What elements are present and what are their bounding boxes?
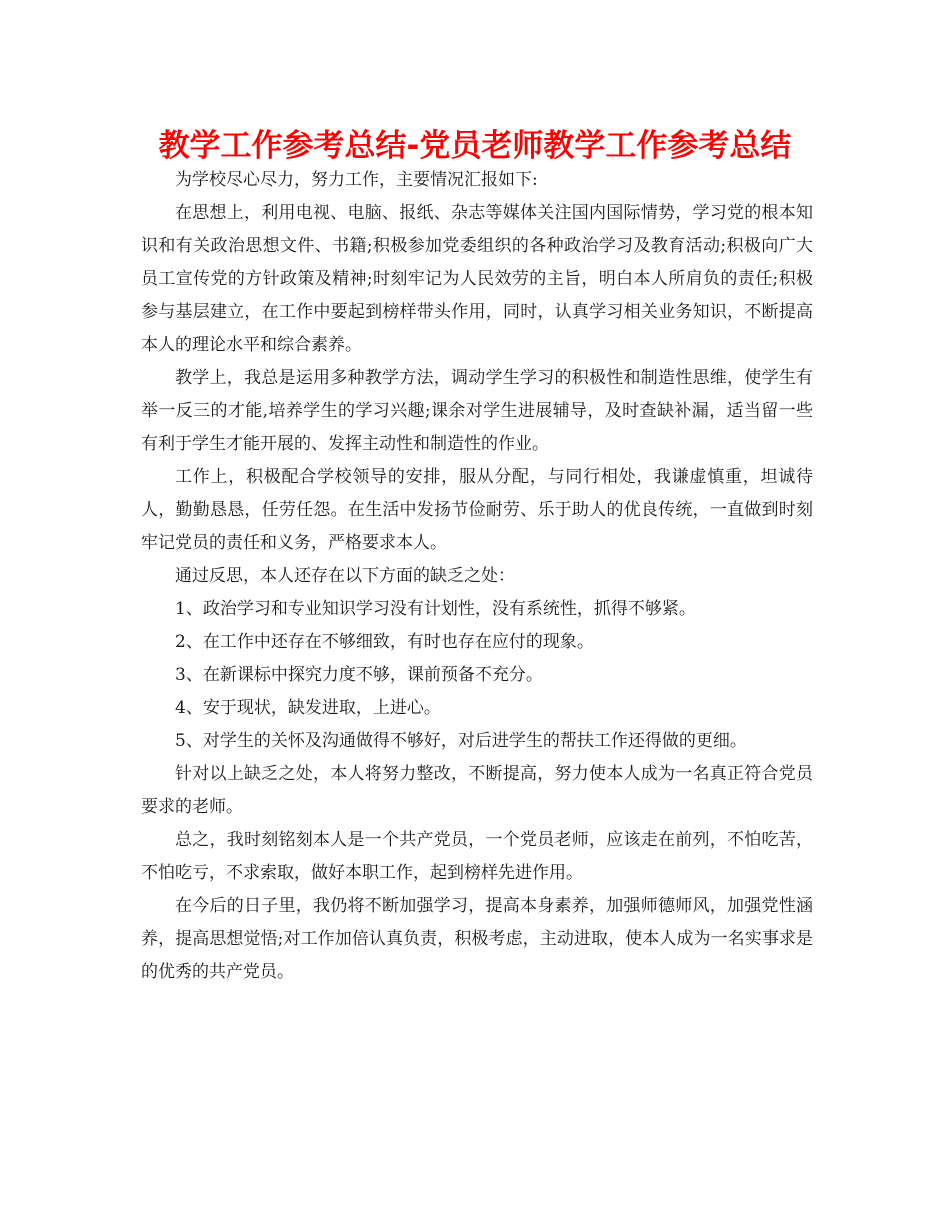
list-item-shortcoming-2: 2、在工作中还存在不够细致，有时也存在应付的现象。 [175,632,594,652]
paragraph-work: 工作上，积极配合学校领导的安排，服从分配，与同行相处，我谦虚慎重，坦诚待人，勤勤恳恳，任劳任怨。在生活中发扬节俭耐劳、乐于助人的优良传统，一直做到时刻牢记党员的责任和义务，严格要求本人。 [141,467,813,553]
list-item-shortcoming-5: 5、对学生的关怀及沟通做得不够好，对后进学生的帮扶工作还得做的更细。 [175,731,747,751]
document-body [141,164,813,989]
paragraph-ideology: 在思想上，利用电视、电脑、报纸、杂志等媒体关注国内国际情势，学习党的根本知识和有关政治思想文件、书籍;积极参加党委组织的各种政治学习及教育活动;积极向广大员工宣传党的方针政策及精神;时刻牢记为人民效劳的主旨，明白本人所肩负的责任;积极参与基层建立，在工作中要起到榜样带头作用，同时，认真学习相关业务知识，不断提高本人的理论水平和综合素养。 [141,203,813,355]
list-item-shortcoming-1: 1、政治学习和专业知识学习没有计划性，没有系统性，抓得不够紧。 [175,599,696,619]
paragraph-reflection: 通过反思，本人还存在以下方面的缺乏之处： [175,566,515,586]
paragraph-teaching: 教学上，我总是运用多种教学方法，调动学生学习的积极性和制造性思维，使学生有举一反三的才能,培养学生的学习兴趣;课余对学生进展辅导，及时查缺补漏，适当留一些有利于学生才能开展的、发挥主动性和制造性的作业。 [141,368,813,454]
list-item-shortcoming-3: 3、在新课标中探究力度不够，课前预备不充分。 [175,665,543,685]
paragraph-conclusion: 总之，我时刻铭刻本人是一个共产党员，一个党员老师，应该走在前列，不怕吃苦，不怕吃亏，不求索取，做好本职工作，起到榜样先进作用。 [141,830,813,883]
paragraph-improvement: 针对以上缺乏之处，本人将努力整改，不断提高，努力使本人成为一名真正符合党员要求的老师。 [141,764,813,817]
document-title: 教学工作参考总结-党员老师教学工作参考总结 [158,128,792,164]
paragraph-intro: 为学校尽心尽力，努力工作，主要情况汇报如下: [175,170,538,190]
list-item-shortcoming-4: 4、安于现状，缺发进取，上进心。 [175,698,441,718]
paragraph-future: 在今后的日子里，我仍将不断加强学习，提高本身素养，加强师德师风，加强党性涵养，提高思想觉悟;对工作加倍认真负责，积极考虑，主动进取，使本人成为一名实事求是的优秀的共产党员。 [141,896,813,982]
